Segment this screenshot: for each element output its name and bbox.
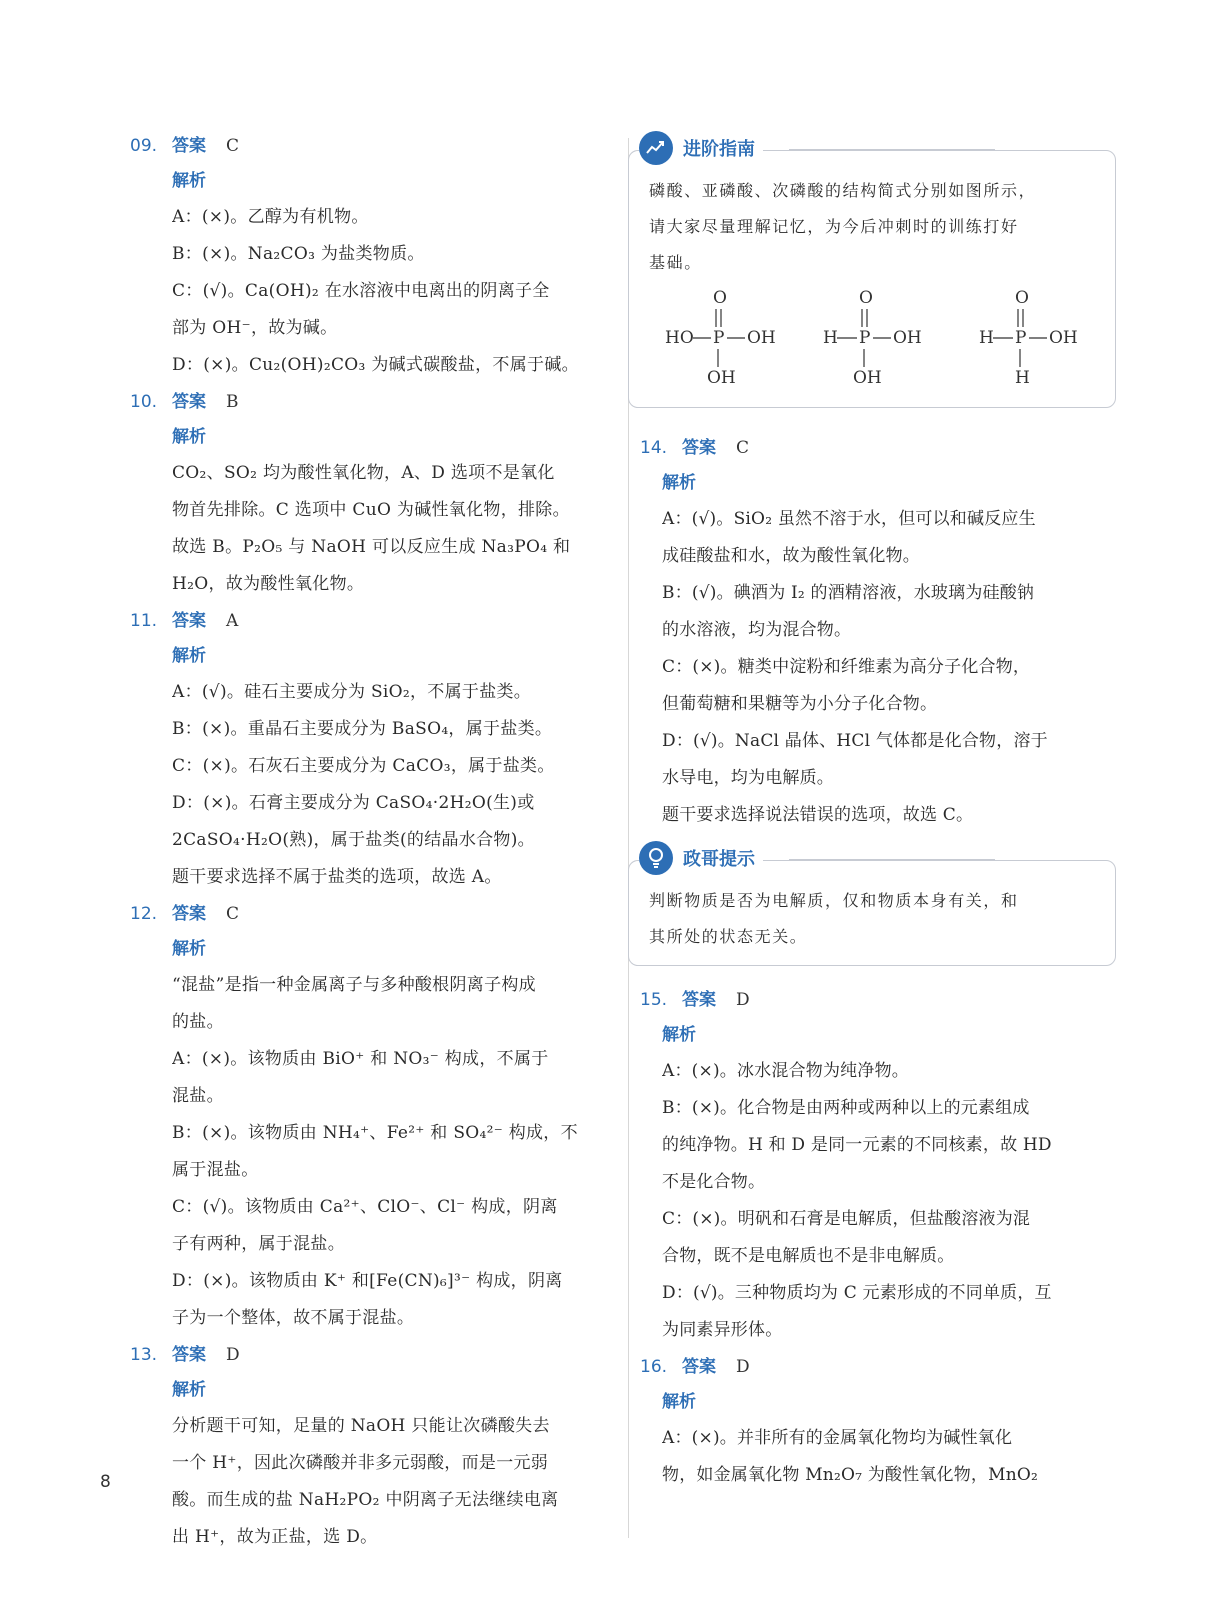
text-line: 不是化合物。 (662, 1172, 766, 1192)
text-line: C：(√)。该物质由 Ca²⁺、ClO⁻、Cl⁻ 构成，阴离 (172, 1197, 558, 1217)
question-11 (130, 603, 618, 896)
text-line: 出 H⁺，故为正盐，选 D。 (172, 1527, 378, 1547)
atom-center: P (1015, 328, 1027, 348)
text-line: C：(×)。石灰石主要成分为 CaCO₃，属于盐类。 (172, 756, 555, 776)
text-line: C：(√)。Ca(OH)₂ 在水溶液中电离出的阴离子全 (172, 281, 550, 301)
text-line: 为同素异形体。 (662, 1320, 783, 1340)
question-number: 10. (130, 392, 158, 412)
answer-value: D (736, 990, 750, 1010)
atom-bottom: OH (853, 368, 882, 387)
text-line: 的水溶液，均为混合物。 (662, 620, 852, 640)
answer-label: 答案 (172, 392, 206, 412)
box-title-rule (789, 149, 995, 150)
text-line: 故选 B。P₂O₅ 与 NaOH 可以反应生成 Na₃PO₄ 和 (172, 537, 571, 557)
text-line: 一个 H⁺，因此次磷酸并非多元弱酸，而是一元弱 (172, 1453, 549, 1473)
atom-right: OH (1049, 328, 1078, 348)
atom-left: H (823, 328, 838, 348)
question-15 (640, 982, 1116, 1349)
text-line: B：(×)。重晶石主要成分为 BaSO₄，属于盐类。 (172, 719, 553, 739)
atom-top: O (1015, 288, 1029, 308)
analysis-label: 解析 (172, 939, 206, 959)
atom-left: H (979, 328, 994, 348)
hypophosphorous-acid-formula (977, 287, 1087, 397)
question-number: 09. (130, 136, 158, 156)
text-line: CO₂、SO₂ 均为酸性氧化物，A、D 选项不是氧化 (172, 463, 555, 483)
box-title: 进阶指南 (683, 139, 755, 160)
answer-value: D (226, 1345, 240, 1365)
question-13 (130, 1337, 618, 1556)
structural-formulas (629, 287, 1115, 407)
text-line: 子为一个整体，故不属于混盐。 (172, 1308, 415, 1328)
text-line: 请大家尽量理解记忆，为今后冲刺时的训练打好 (649, 217, 1019, 236)
question-14 (640, 430, 1116, 834)
answer-value: D (736, 1357, 750, 1377)
answer-label: 答案 (172, 611, 206, 631)
lightbulb-icon (639, 841, 673, 875)
text-line: A：(×)。乙醇为有机物。 (172, 207, 369, 227)
answer-label: 答案 (172, 136, 206, 156)
answer-label: 答案 (682, 990, 716, 1010)
advanced-guide-box (628, 139, 1116, 408)
box-title-row (639, 131, 763, 165)
text-line: 属于混盐。 (172, 1160, 259, 1180)
box-title-row (639, 841, 763, 875)
left-column (130, 128, 618, 1556)
text-line: 合物，既不是电解质也不是非电解质。 (662, 1246, 955, 1266)
text-line: B：(×)。化合物是由两种或两种以上的元素组成 (662, 1098, 1030, 1118)
question-number: 13. (130, 1345, 158, 1365)
text-line: 的盐。 (172, 1012, 224, 1032)
answer-label: 答案 (682, 438, 716, 458)
atom-bottom: OH (707, 368, 736, 387)
text-line: 磷酸、亚磷酸、次磷酸的结构简式分别如图所示， (649, 181, 1037, 200)
answer-value: C (736, 438, 750, 458)
tip-box (628, 849, 1116, 966)
question-12 (130, 896, 618, 1337)
answer-label: 答案 (682, 1357, 716, 1377)
page-number: 8 (100, 1472, 111, 1492)
text-line: H₂O，故为酸性氧化物。 (172, 574, 365, 594)
text-line: 题干要求选择不属于盐类的选项，故选 A。 (172, 867, 502, 887)
atom-center: P (859, 328, 871, 348)
text-line: 物，如金属氧化物 Mn₂O₇ 为酸性氧化物，MnO₂ (662, 1465, 1039, 1485)
question-header (130, 896, 618, 932)
text-line: 2CaSO₄·H₂O(熟)，属于盐类(的结晶水合物)。 (172, 830, 535, 850)
box-title-rule (789, 859, 995, 860)
question-10 (130, 384, 618, 603)
answer-label: 答案 (172, 1345, 206, 1365)
atom-top: O (713, 288, 727, 308)
answer-value: C (226, 904, 240, 924)
atom-right: OH (893, 328, 922, 348)
text-line: A：(×)。并非所有的金属氧化物均为碱性氧化 (662, 1428, 1013, 1448)
text-line: 子有两种，属于混盐。 (172, 1234, 345, 1254)
atom-bottom: H (1015, 368, 1030, 387)
text-line: C：(×)。明矾和石膏是电解质，但盐酸溶液为混 (662, 1209, 1031, 1229)
text-line: A：(×)。该物质由 BiO⁺ 和 NO₃⁻ 构成，不属于 (172, 1049, 549, 1069)
text-line: 其所处的状态无关。 (649, 927, 808, 946)
text-line: 的纯净物。H 和 D 是同一元素的不同核素，故 HD (662, 1135, 1052, 1155)
analysis-label: 解析 (172, 171, 206, 191)
question-number: 12. (130, 904, 158, 924)
phosphorous-acid-formula (821, 287, 931, 397)
question-header (640, 1349, 1116, 1385)
text-line: D：(×)。石膏主要成分为 CaSO₄·2H₂O(生)或 (172, 793, 535, 813)
text-line: A：(√)。硅石主要成分为 SiO₂，不属于盐类。 (172, 682, 532, 702)
answer-value: A (226, 611, 239, 631)
question-header (130, 384, 618, 420)
chart-trend-icon (639, 131, 673, 165)
question-16 (640, 1349, 1116, 1494)
text-line: 成硅酸盐和水，故为酸性氧化物。 (662, 546, 920, 566)
text-line: 水导电，均为电解质。 (662, 768, 834, 788)
analysis-label: 解析 (172, 646, 206, 666)
text-line: B：(×)。该物质由 NH₄⁺、Fe²⁺ 和 SO₄²⁻ 构成，不 (172, 1123, 578, 1143)
question-header (640, 982, 1116, 1018)
answer-label: 答案 (172, 904, 206, 924)
text-line: D：(√)。NaCl 晶体、HCl 气体都是化合物，溶于 (662, 731, 1048, 751)
text-line: 酸。而生成的盐 NaH₂PO₂ 中阴离子无法继续电离 (172, 1490, 559, 1510)
analysis-label: 解析 (662, 473, 696, 493)
answer-value: C (226, 136, 240, 156)
box-title: 政哥提示 (683, 849, 755, 870)
atom-left: HO (665, 328, 694, 348)
text-line: 题干要求选择说法错误的选项，故选 C。 (662, 805, 974, 825)
atom-center: P (713, 328, 725, 348)
text-line: 部为 OH⁻，故为碱。 (172, 318, 338, 338)
question-number: 15. (640, 990, 668, 1010)
question-header (130, 1337, 618, 1373)
answer-value: B (226, 392, 239, 412)
text-line: B：(×)。Na₂CO₃ 为盐类物质。 (172, 244, 425, 264)
text-line: 分析题干可知，足量的 NaOH 只能让次磷酸失去 (172, 1416, 550, 1436)
analysis-label: 解析 (662, 1392, 696, 1412)
analysis-label: 解析 (172, 427, 206, 447)
text-line: 混盐。 (172, 1086, 224, 1106)
atom-top: O (859, 288, 873, 308)
text-line: D：(×)。该物质由 K⁺ 和[Fe(CN)₆]³⁻ 构成，阴离 (172, 1271, 563, 1291)
text-line: A：(√)。SiO₂ 虽然不溶于水，但可以和碱反应生 (662, 509, 1036, 529)
question-header (130, 128, 618, 164)
text-line: 物首先排除。C 选项中 CuO 为碱性氧化物，排除。 (172, 500, 570, 520)
question-09 (130, 128, 618, 384)
question-header (130, 603, 618, 639)
text-line: D：(×)。Cu₂(OH)₂CO₃ 为碱式碳酸盐，不属于碱。 (172, 355, 579, 375)
text-line: 但葡萄糖和果糖等为小分子化合物。 (662, 694, 938, 714)
text-line: 判断物质是否为电解质，仅和物质本身有关，和 (649, 891, 1019, 910)
analysis-label: 解析 (172, 1380, 206, 1400)
question-number: 14. (640, 438, 668, 458)
text-line: A：(×)。冰水混合物为纯净物。 (662, 1061, 909, 1081)
text-line: 基础。 (649, 253, 702, 272)
phosphoric-acid-formula (665, 287, 775, 397)
question-number: 16. (640, 1357, 668, 1377)
text-line: C：(×)。糖类中淀粉和纤维素为高分子化合物， (662, 657, 1031, 677)
analysis-label: 解析 (662, 1025, 696, 1045)
text-line: “混盐”是指一种金属离子与多种酸根阴离子构成 (172, 975, 536, 995)
question-header (640, 430, 1116, 466)
right-column (640, 128, 1116, 1494)
text-line: B：(√)。碘酒为 I₂ 的酒精溶液，水玻璃为硅酸钠 (662, 583, 1035, 603)
text-line: D：(√)。三种物质均为 C 元素形成的不同单质，互 (662, 1283, 1052, 1303)
question-number: 11. (130, 611, 158, 631)
atom-right: OH (747, 328, 776, 348)
